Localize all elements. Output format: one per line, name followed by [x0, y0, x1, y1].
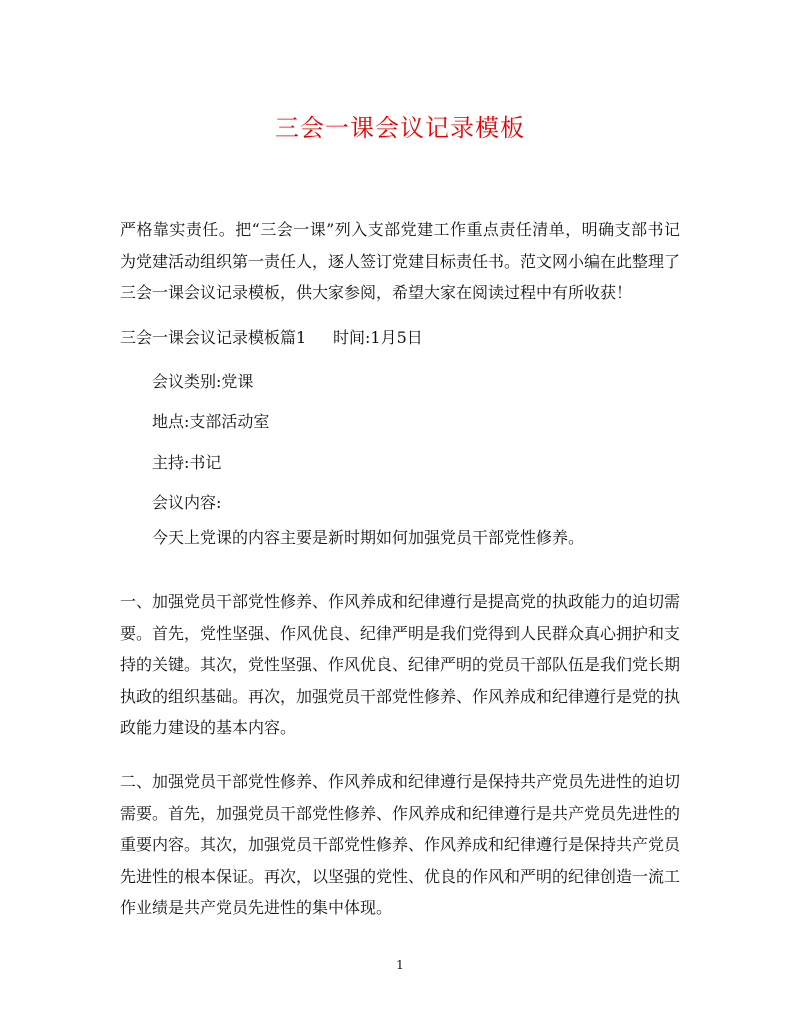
- page-number: 1: [396, 958, 404, 972]
- meeting-time: 时间:1月5日: [333, 328, 423, 347]
- document-title: 三会一课会议记录模板: [275, 114, 525, 142]
- record-subtitle: 三会一课会议记录模板篇1: [120, 328, 307, 347]
- section-one-paragraph: 一、加强党员干部党性修养、作风养成和纪律遵行是提高党的执政能力的迫切需要。首先，党性坚强、作风优良、纪律严明是我们党得到人民群众真心拥护和支持的关键。其次，党性坚强、作风优良、纪律严明的党员干部队伍是我们党长期执政的组织基础。再次，加强党员干部党性修养、作风养成和纪律遵行是党的执政能力建设的基本内容。: [120, 592, 681, 737]
- meeting-content-label: 会议内容:: [152, 493, 222, 512]
- meeting-host: 主持:书记: [152, 453, 222, 472]
- intro-paragraph: 严格靠实责任。把“三会一课”列入支部党建工作重点责任清单，明确支部书记为党建活动组织第一责任人，逐人签订党建目标责任书。范文网小编在此整理了三会一课会议记录模板，供大家参阅，希望大家在阅读过程中有所收获！: [120, 220, 681, 302]
- meeting-content-intro: 今天上党课的内容主要是新时期如何加强党员干部党性修养。: [152, 528, 585, 547]
- meeting-location: 地点:支部活动室: [152, 412, 270, 431]
- section-two-paragraph: 二、加强党员干部党性修养、作风养成和纪律遵行是保持共产党员先进性的迫切需要。首先，加强党员干部党性修养、作风养成和纪律遵行是共产党员先进性的重要内容。其次，加强党员干部党性修养、作风养成和纪律遵行是保持共产党员先进性的根本保证。再次，以坚强的党性、优良的作风和严明的纪律创造一流工作业绩是共产党员先进性的集中体现。: [120, 772, 681, 917]
- meeting-type: 会议类别:党课: [152, 372, 254, 391]
